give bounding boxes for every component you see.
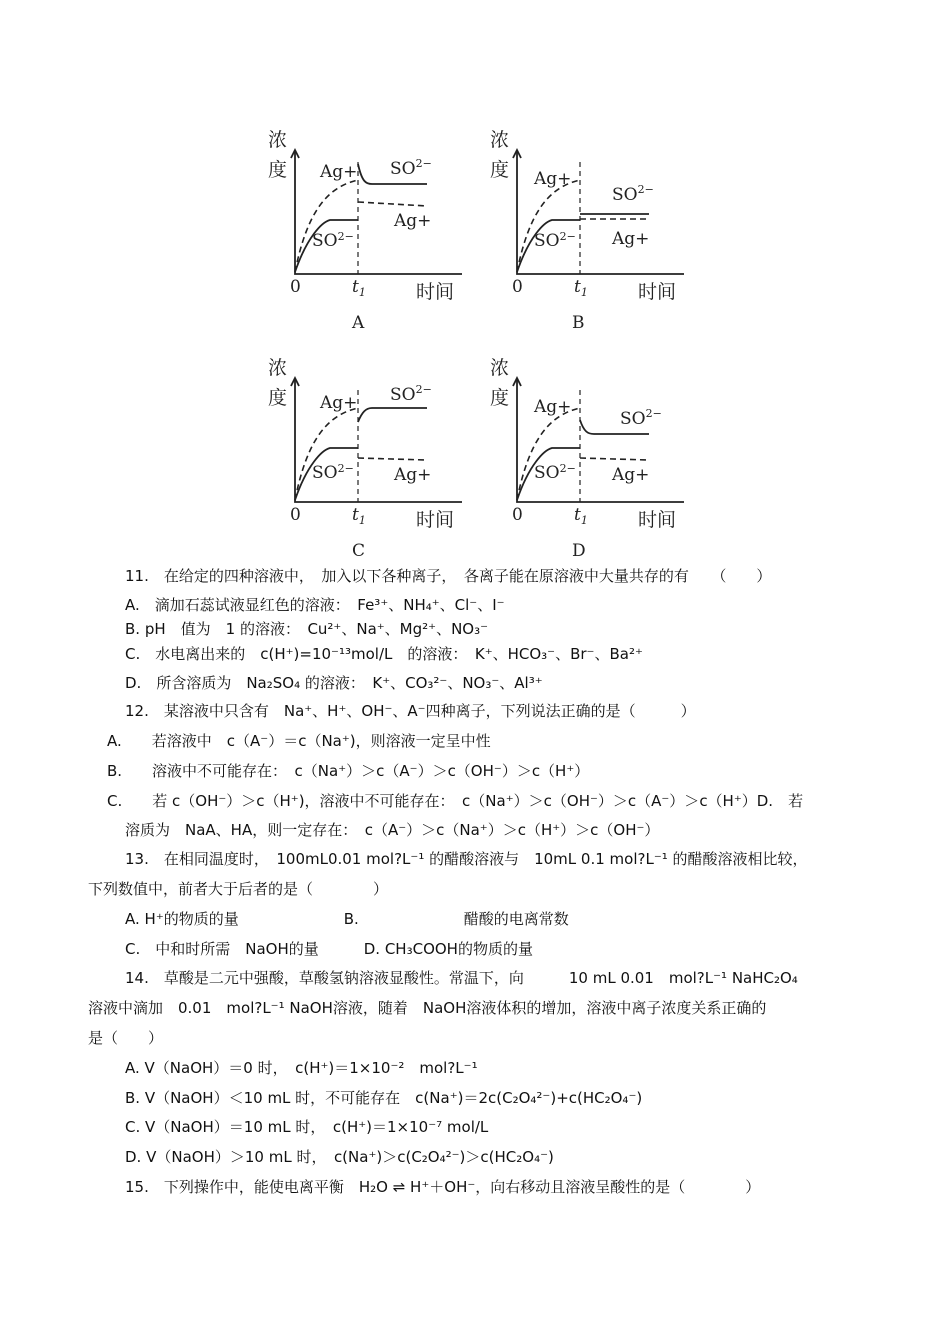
ag-label: Ag+ [534,397,572,417]
ag-after-label: Ag+ [394,211,432,231]
t1-label: $t_1$ [574,277,588,299]
question-14-cont2: 是（ ） [88,1029,164,1047]
so4-curve-after [358,408,427,422]
so4-label: $SO^{2-}$ [312,230,354,251]
q11-option-b: B. pH 值为 1 的溶液： Cu²⁺、Na⁺、Mg²⁺、NO₃⁻ [125,620,489,638]
q11-option-d: D. 所含溶质为 Na₂SO₄ 的溶液： K⁺、CO₃²⁻、NO₃⁻、Al³⁺ [125,674,543,692]
y-axis-label-2: 度 [490,387,510,409]
figure-caption: D [572,541,586,561]
ag-label: Ag+ [320,393,358,413]
q14-option-a: A. V（NaOH）＝0 时， c(H⁺)＝1×10⁻² mol?L⁻¹ [125,1059,478,1077]
so4-label: $SO^{2-}$ [534,462,576,483]
t1-label: $t_1$ [352,505,366,527]
figure-b [484,122,694,332]
y-axis-label-1: 浓 [268,129,288,151]
ag-label: Ag+ [534,169,572,189]
so4-after-label: $SO^{2-}$ [620,407,662,429]
y-axis-label-2: 度 [268,387,288,409]
q12-option-b: B. 溶液中不可能存在： c（Na⁺）＞c（A⁻）＞c（OH⁻）＞c（H⁺） [107,762,590,780]
ag-after-label: Ag+ [612,229,650,249]
so4-after-label: $SO^{2-}$ [390,383,432,405]
figure-caption: B [572,313,585,332]
ag-curve-before [517,180,580,272]
figure-caption: C [352,541,366,561]
question-15: 15. 下列操作中，能使电离平衡 H₂O ⇌ H⁺＋OH⁻，向右移动且溶液呈酸性的是（ ） [125,1178,761,1196]
y-axis-label-1: 浓 [268,357,288,379]
graph-c [262,350,472,564]
q12-option-a: A. 若溶液中 c（A⁻）＝c（Na⁺)，则溶液一定呈中性 [107,732,491,750]
figure-a [262,122,472,332]
ag-curve-before [517,408,580,500]
question-13: 13. 在相同温度时， 100mL0.01 mol?L⁻¹ 的醋酸溶液与 10mL 0.1 mol?L⁻¹ 的醋酸溶液相比较， [125,850,808,868]
q12-option-d: 溶质为 NaA、HA，则一定存在： c（A⁻）＞c（Na⁺）＞c（H⁺）＞c（OH⁻） [125,821,660,839]
graph-d [484,350,694,564]
figure-caption: A [352,313,365,332]
ag-label: Ag+ [320,162,358,182]
q11-option-a: A. 滴加石蕊试液显红色的溶液： Fe³⁺、NH₄⁺、Cl⁻、I⁻ [125,596,505,614]
t1-label: $t_1$ [352,277,366,299]
y-axis-label-1: 浓 [490,129,510,151]
origin-label: 0 [512,277,523,297]
q14-option-d: D. V（NaOH）＞10 mL 时， c(Na⁺)＞c(C₂O₄²⁻)＞c(HC₂O₄⁻) [125,1148,554,1166]
ag-after-label: Ag+ [612,465,650,485]
q13-options-ab: A. H⁺的物质的量 B. 醋酸的电离常数 [125,910,569,928]
x-axis-label: 时间 [638,509,677,531]
origin-label: 0 [290,277,301,297]
q14-option-b: B. V（NaOH）＜10 mL 时，不可能存在 c(Na⁺)＝2c(C₂O₄²⁻)+c(HC₂O₄⁻) [125,1089,643,1107]
y-axis-label-2: 度 [490,159,510,181]
x-axis-label: 时间 [416,281,455,303]
q13-options-cd: C. 中和时所需 NaOH的量 D. CH₃COOH的物质的量 [125,940,533,958]
ag-after-label: Ag+ [394,465,432,485]
graph-b [484,122,694,332]
so4-after-label: $SO^{2-}$ [612,183,654,205]
ag-curve-before [295,408,358,500]
figure-c [262,350,472,564]
x-axis-label: 时间 [416,509,455,531]
so4-label: $SO^{2-}$ [534,230,576,251]
question-14-cont: 溶液中滴加 0.01 mol?L⁻¹ NaOH溶液，随着 NaOH溶液体积的增加，溶液中离子浓度关系正确的 [88,999,767,1017]
x-axis-label: 时间 [638,281,677,303]
origin-label: 0 [512,505,523,525]
so4-after-label: $SO^{2-}$ [390,157,432,179]
question-14: 14. 草酸是二元中强酸，草酸氢钠溶液显酸性。常温下，向 10 mL 0.01 mol?L⁻¹ NaHC₂O₄ [125,969,798,987]
so4-label: $SO^{2-}$ [312,462,354,483]
question-11: 11. 在给定的四种溶液中， 加入以下各种离子， 各离子能在原溶液中大量共存的有 （ ） [125,567,772,585]
q14-option-c: C. V（NaOH）＝10 mL 时， c(H⁺)＝1×10⁻⁷ mol/L [125,1118,489,1136]
graph-a [262,122,472,332]
t1-label: $t_1$ [574,505,588,527]
ag-curve-before [295,180,358,272]
q11-option-c: C. 水电离出来的 c(H⁺)=10⁻¹³mol/L 的溶液： K⁺、HCO₃⁻、Br⁻、Ba²⁺ [125,645,643,663]
question-12: 12. 某溶液中只含有 Na⁺、H⁺、OH⁻、A⁻四种离子，下列说法正确的是（ ） [125,702,696,720]
figure-d [484,350,694,564]
q12-option-c: C. 若 c（OH⁻）＞c（H⁺)，溶液中不可能存在： c（Na⁺）＞c（OH⁻）＞c（A⁻）＞c（H⁺）D. 若 [107,792,804,810]
y-axis-label-2: 度 [268,159,288,181]
ag-curve-after [580,458,649,460]
ag-curve-after [358,458,427,460]
y-axis-label-1: 浓 [490,357,510,379]
origin-label: 0 [290,505,301,525]
question-13-cont: 下列数值中，前者大于后者的是（ ） [88,880,389,898]
ag-curve-after [358,202,427,206]
